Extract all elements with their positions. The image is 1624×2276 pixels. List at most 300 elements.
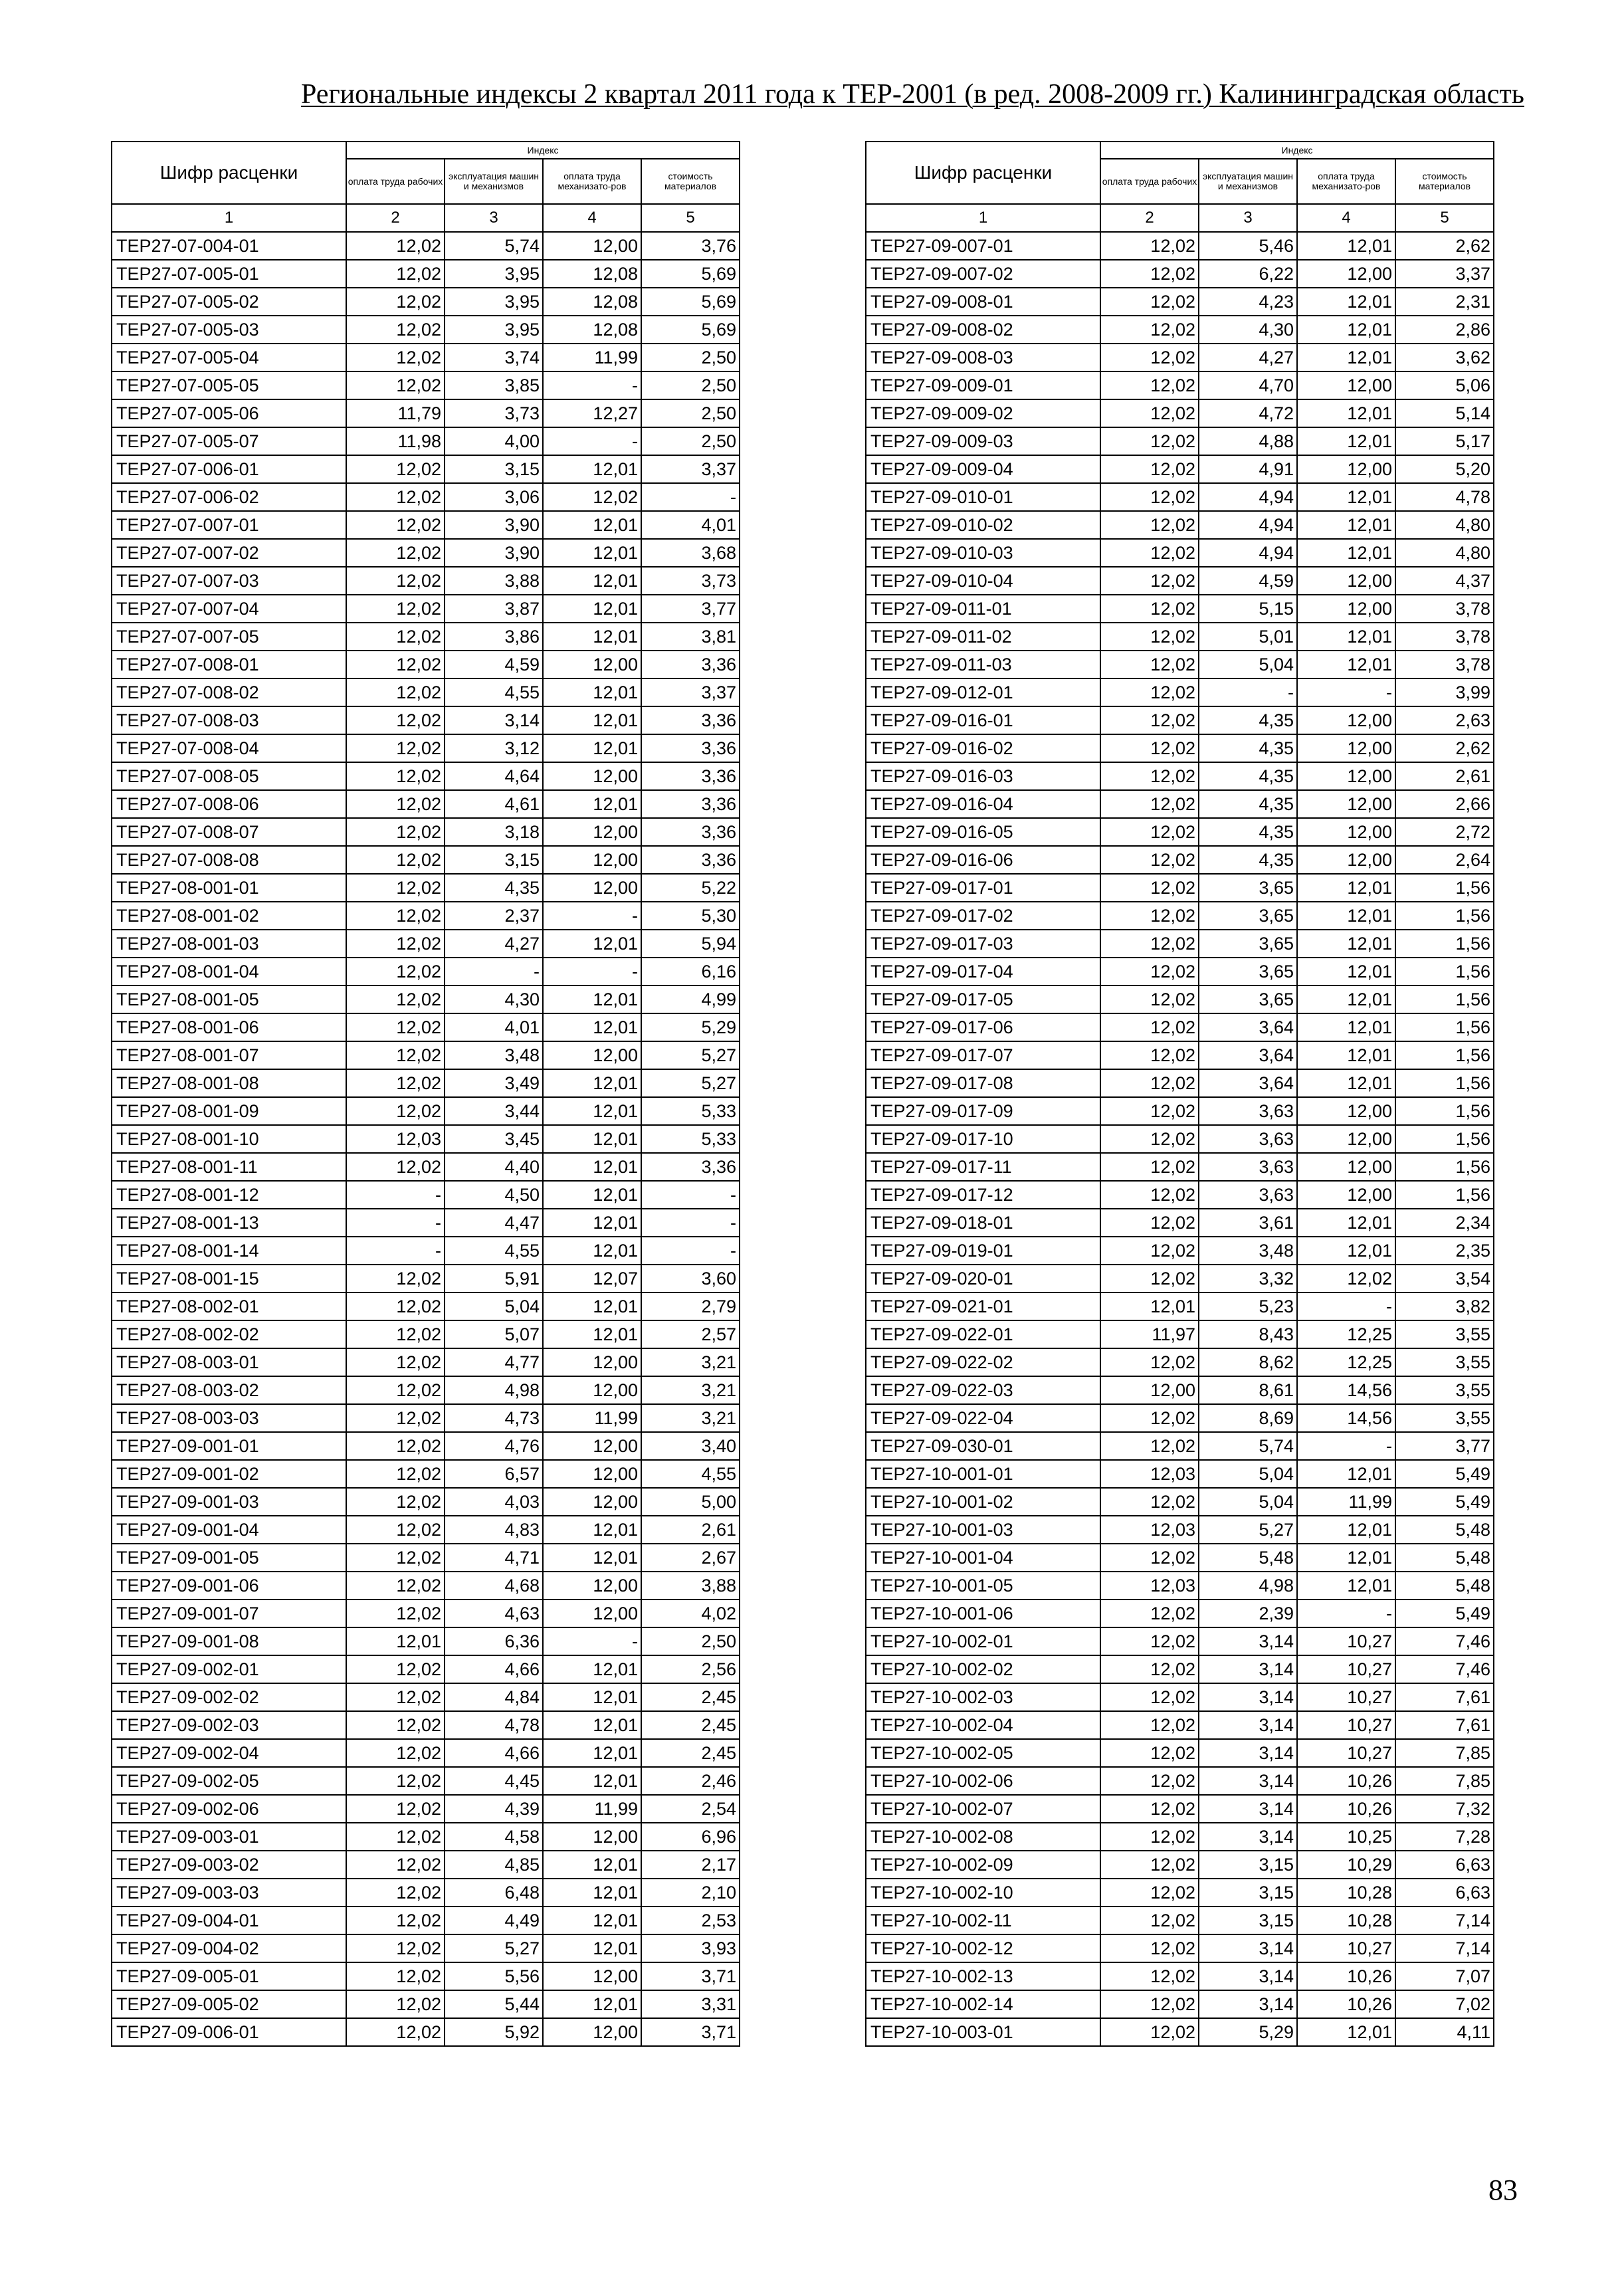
table-row [866,1153,1494,1181]
table-row [866,958,1494,985]
materials-cost-index: 7,02 [1395,1990,1494,2018]
machine-operation-index: 3,45 [445,1125,543,1153]
machine-operation-index: 3,48 [1199,1237,1297,1265]
materials-cost-index: 5,17 [1395,427,1494,455]
table-row [866,678,1494,706]
table-row [866,1544,1494,1572]
machine-operation-index: 3,14 [1199,1823,1297,1851]
rate-code: ТЕР27-08-001-15 [112,1265,346,1293]
rate-code: ТЕР27-09-005-01 [112,1962,346,1990]
rate-code: ТЕР27-10-001-06 [866,1600,1100,1627]
operator-wages-index: 12,01 [543,1237,641,1265]
worker-wages-index: 12,02 [346,260,445,288]
rate-code: ТЕР27-09-003-02 [112,1851,346,1879]
machine-operation-index: 5,46 [1199,232,1297,260]
worker-wages-index: 12,02 [346,567,445,595]
operator-wages-index: 12,01 [1297,1013,1395,1041]
rate-code: ТЕР27-09-001-05 [112,1544,346,1572]
table-row [866,483,1494,511]
worker-wages-index: 12,02 [346,1488,445,1516]
operator-wages-index: 12,01 [1297,1209,1395,1237]
machine-operation-index: 4,35 [1199,706,1297,734]
machine-operation-index: 3,06 [445,483,543,511]
machine-operation-index: 3,74 [445,344,543,371]
machine-operation-index: 8,62 [1199,1348,1297,1376]
table-row [866,1990,1494,2018]
operator-wages-index: 12,00 [1297,455,1395,483]
table-row [112,1990,740,2018]
materials-cost-index: 3,78 [1395,651,1494,678]
table-row [866,1041,1494,1069]
materials-cost-index: 3,60 [641,1265,740,1293]
table-row [112,818,740,846]
worker-wages-index: 12,02 [346,1767,445,1795]
machine-operation-index: 4,01 [445,1013,543,1041]
header-code: Шифр расценки [112,142,346,204]
table-row [866,1516,1494,1544]
rate-code: ТЕР27-10-001-04 [866,1544,1100,1572]
rate-code: ТЕР27-10-002-03 [866,1683,1100,1711]
materials-cost-index: 1,56 [1395,958,1494,985]
operator-wages-index: - [543,902,641,930]
table-row [866,930,1494,958]
worker-wages-index: 12,02 [1100,623,1199,651]
worker-wages-index: 12,02 [1100,846,1199,874]
rate-code: ТЕР27-09-009-02 [866,399,1100,427]
materials-cost-index: 5,69 [641,288,740,316]
table-row [866,706,1494,734]
materials-cost-index: 2,34 [1395,1209,1494,1237]
machine-operation-index: 4,98 [445,1376,543,1404]
rate-code: ТЕР27-10-002-04 [866,1711,1100,1739]
rate-code: ТЕР27-09-022-04 [866,1404,1100,1432]
machine-operation-index: 4,59 [1199,567,1297,595]
materials-cost-index: 3,36 [641,734,740,762]
worker-wages-index: 12,02 [1100,1934,1199,1962]
rate-code: ТЕР27-09-001-04 [112,1516,346,1544]
worker-wages-index: 12,02 [346,1041,445,1069]
operator-wages-index: 12,01 [1297,316,1395,344]
rate-code: ТЕР27-09-001-02 [112,1460,346,1488]
operator-wages-index: 12,01 [543,595,641,623]
machine-operation-index: 3,61 [1199,1209,1297,1237]
rate-code: ТЕР27-09-007-02 [866,260,1100,288]
materials-cost-index: 3,36 [641,706,740,734]
worker-wages-index: 12,02 [1100,1990,1199,2018]
operator-wages-index: 12,00 [543,846,641,874]
table-row [112,399,740,427]
header-code: Шифр расценки [866,142,1100,204]
machine-operation-index: 3,90 [445,511,543,539]
machine-operation-index: 3,64 [1199,1013,1297,1041]
rate-code: ТЕР27-07-005-07 [112,427,346,455]
materials-cost-index: 3,68 [641,539,740,567]
machine-operation-index: 4,73 [445,1404,543,1432]
table-row [112,1153,740,1181]
materials-cost-index: 6,63 [1395,1879,1494,1907]
rate-code: ТЕР27-09-002-06 [112,1795,346,1823]
worker-wages-index: 12,02 [1100,1488,1199,1516]
operator-wages-index: 12,01 [543,1293,641,1320]
machine-operation-index: 3,64 [1199,1041,1297,1069]
header-worker-wages: оплата труда рабочих [346,159,445,204]
operator-wages-index: 10,26 [1297,1990,1395,2018]
table-row [112,1516,740,1544]
rate-code: ТЕР27-08-001-13 [112,1209,346,1237]
materials-cost-index: 7,14 [1395,1907,1494,1934]
materials-cost-index: 3,81 [641,623,740,651]
machine-operation-index: 8,61 [1199,1376,1297,1404]
worker-wages-index: 12,02 [346,678,445,706]
rate-code: ТЕР27-07-008-08 [112,846,346,874]
table-row [866,651,1494,678]
machine-operation-index: 3,85 [445,371,543,399]
operator-wages-index: 12,00 [1297,706,1395,734]
worker-wages-index: 12,02 [1100,1237,1199,1265]
rate-code: ТЕР27-07-005-02 [112,288,346,316]
worker-wages-index: 11,79 [346,399,445,427]
operator-wages-index: 12,01 [543,539,641,567]
materials-cost-index: 5,69 [641,316,740,344]
operator-wages-index: 12,01 [543,1516,641,1544]
operator-wages-index: - [1297,678,1395,706]
materials-cost-index: 1,56 [1395,985,1494,1013]
operator-wages-index: 12,01 [1297,288,1395,316]
operator-wages-index: 10,27 [1297,1711,1395,1739]
rate-code: ТЕР27-09-012-01 [866,678,1100,706]
materials-cost-index: 3,31 [641,1990,740,2018]
operator-wages-index: 11,99 [543,1404,641,1432]
machine-operation-index: 4,35 [1199,762,1297,790]
rate-code: ТЕР27-09-001-07 [112,1600,346,1627]
rate-code: ТЕР27-07-008-07 [112,818,346,846]
table-row [866,1460,1494,1488]
machine-operation-index: 5,48 [1199,1544,1297,1572]
worker-wages-index: 12,02 [1100,1125,1199,1153]
table-row [112,930,740,958]
table-row [112,762,740,790]
machine-operation-index: 4,59 [445,651,543,678]
materials-cost-index: 2,66 [1395,790,1494,818]
header-machine-operation: эксплуатация машин и механизмов [1199,159,1297,204]
machine-operation-index: 4,78 [445,1711,543,1739]
operator-wages-index: 12,00 [543,651,641,678]
table-row [112,846,740,874]
operator-wages-index: 12,01 [1297,1516,1395,1544]
machine-operation-index: 4,30 [445,985,543,1013]
table-row [866,1209,1494,1237]
operator-wages-index: 12,01 [543,1013,641,1041]
materials-cost-index: 5,22 [641,874,740,902]
rate-code: ТЕР27-09-022-01 [866,1320,1100,1348]
table-row [866,316,1494,344]
worker-wages-index: 12,01 [1100,1293,1199,1320]
table-row [866,1572,1494,1600]
machine-operation-index: 5,56 [445,1962,543,1990]
machine-operation-index: 6,22 [1199,260,1297,288]
machine-operation-index: 5,91 [445,1265,543,1293]
machine-operation-index: 3,87 [445,595,543,623]
operator-wages-index: 14,56 [1297,1404,1395,1432]
left-table-body [112,232,740,2046]
table-row [112,1125,740,1153]
rate-code: ТЕР27-10-002-10 [866,1879,1100,1907]
operator-wages-index: 12,01 [543,1711,641,1739]
machine-operation-index: 3,32 [1199,1265,1297,1293]
worker-wages-index: 12,02 [1100,1767,1199,1795]
rate-code: ТЕР27-07-005-05 [112,371,346,399]
operator-wages-index: 12,27 [543,399,641,427]
table-row [112,1600,740,1627]
operator-wages-index: 12,00 [543,2018,641,2046]
rate-code: ТЕР27-10-002-14 [866,1990,1100,2018]
machine-operation-index: 5,92 [445,2018,543,2046]
table-row [866,1432,1494,1460]
materials-cost-index: 2,31 [1395,288,1494,316]
machine-operation-index: 4,35 [1199,734,1297,762]
worker-wages-index: 12,02 [1100,734,1199,762]
worker-wages-index: 12,02 [1100,1544,1199,1572]
table-row [112,1962,740,1990]
machine-operation-index: 4,94 [1199,539,1297,567]
table-row [866,1265,1494,1293]
rate-code: ТЕР27-08-002-01 [112,1293,346,1320]
materials-cost-index: 3,73 [641,567,740,595]
machine-operation-index: 4,35 [1199,846,1297,874]
rate-code: ТЕР27-08-003-01 [112,1348,346,1376]
worker-wages-index: 12,01 [346,1627,445,1655]
header-worker-wages: оплата труда рабочих [1100,159,1199,204]
machine-operation-index: 4,85 [445,1851,543,1879]
machine-operation-index: 4,50 [445,1181,543,1209]
machine-operation-index: 3,44 [445,1097,543,1125]
machine-operation-index: 8,43 [1199,1320,1297,1348]
materials-cost-index: 3,40 [641,1432,740,1460]
rate-code: ТЕР27-07-004-01 [112,232,346,260]
rate-code: ТЕР27-09-010-02 [866,511,1100,539]
worker-wages-index: 12,03 [346,1125,445,1153]
rate-code: ТЕР27-07-005-06 [112,399,346,427]
table-row [112,1739,740,1767]
worker-wages-index: 12,02 [1100,902,1199,930]
table-row [112,344,740,371]
operator-wages-index: 12,01 [543,455,641,483]
materials-cost-index: 2,50 [641,371,740,399]
machine-operation-index: 3,65 [1199,985,1297,1013]
rate-code: ТЕР27-08-003-02 [112,1376,346,1404]
operator-wages-index: - [1297,1293,1395,1320]
rate-code: ТЕР27-09-017-02 [866,902,1100,930]
materials-cost-index: 3,54 [1395,1265,1494,1293]
table-row [112,260,740,288]
machine-operation-index: 4,30 [1199,316,1297,344]
materials-cost-index: 2,67 [641,1544,740,1572]
machine-operation-index: 3,12 [445,734,543,762]
left-index-table [111,141,740,2047]
rate-code: ТЕР27-09-016-05 [866,818,1100,846]
materials-cost-index: 2,17 [641,1851,740,1879]
table-row [112,1265,740,1293]
operator-wages-index: 12,00 [543,1823,641,1851]
machine-operation-index: 4,58 [445,1823,543,1851]
rate-code: ТЕР27-09-010-04 [866,567,1100,595]
table-row [112,1209,740,1237]
materials-cost-index: 2,57 [641,1320,740,1348]
rate-code: ТЕР27-07-008-04 [112,734,346,762]
table-row [866,399,1494,427]
machine-operation-index: - [445,958,543,985]
machine-operation-index: 3,14 [1199,1683,1297,1711]
materials-cost-index: 5,27 [641,1041,740,1069]
materials-cost-index: 5,27 [641,1069,740,1097]
machine-operation-index: 2,39 [1199,1600,1297,1627]
rate-code: ТЕР27-09-004-01 [112,1907,346,1934]
machine-operation-index: 3,95 [445,288,543,316]
operator-wages-index: 12,01 [1297,344,1395,371]
rate-code: ТЕР27-08-001-08 [112,1069,346,1097]
machine-operation-index: 2,37 [445,902,543,930]
machine-operation-index: 3,15 [1199,1879,1297,1907]
materials-cost-index: 2,50 [641,344,740,371]
rate-code: ТЕР27-08-001-02 [112,902,346,930]
worker-wages-index: 12,02 [346,762,445,790]
materials-cost-index: 3,21 [641,1376,740,1404]
operator-wages-index: 10,26 [1297,1962,1395,1990]
rate-code: ТЕР27-09-017-10 [866,1125,1100,1153]
page-number: 83 [1488,2174,1518,2206]
table-row [866,1711,1494,1739]
table-row [112,1879,740,1907]
worker-wages-index: 12,02 [1100,399,1199,427]
worker-wages-index: 12,02 [346,1600,445,1627]
worker-wages-index: 12,02 [346,1711,445,1739]
operator-wages-index: 12,01 [1297,651,1395,678]
machine-operation-index: 5,29 [1199,2018,1297,2046]
worker-wages-index: 12,02 [346,1069,445,1097]
worker-wages-index: 12,02 [346,1376,445,1404]
rate-code: ТЕР27-08-003-03 [112,1404,346,1432]
machine-operation-index: 4,61 [445,790,543,818]
worker-wages-index: 12,02 [346,734,445,762]
column-number: 4 [543,204,641,232]
rate-code: ТЕР27-09-020-01 [866,1265,1100,1293]
machine-operation-index: 3,15 [445,455,543,483]
table-row [866,1962,1494,1990]
operator-wages-index: 12,01 [543,623,641,651]
header-operator-wages: оплата труда механизато-ров [1297,159,1395,204]
materials-cost-index: 7,07 [1395,1962,1494,1990]
worker-wages-index: 12,02 [1100,1404,1199,1432]
worker-wages-index: 12,02 [1100,1432,1199,1460]
machine-operation-index: 4,66 [445,1655,543,1683]
table-row [112,1627,740,1655]
operator-wages-index: 12,01 [543,1097,641,1125]
header-operator-wages: оплата труда механизато-ров [543,159,641,204]
table-row [866,734,1494,762]
materials-cost-index: 2,45 [641,1739,740,1767]
rate-code: ТЕР27-07-005-03 [112,316,346,344]
operator-wages-index: 12,01 [543,1655,641,1683]
operator-wages-index: 10,27 [1297,1683,1395,1711]
worker-wages-index: 12,02 [1100,1348,1199,1376]
rate-code: ТЕР27-10-002-09 [866,1851,1100,1879]
materials-cost-index: 2,61 [641,1516,740,1544]
header-index-group: Индекс [1100,142,1494,159]
operator-wages-index: 12,01 [1297,958,1395,985]
table-row [112,1293,740,1320]
operator-wages-index: 12,01 [543,706,641,734]
materials-cost-index: 2,50 [641,399,740,427]
table-row [112,539,740,567]
operator-wages-index: - [543,1627,641,1655]
worker-wages-index: 12,02 [346,2018,445,2046]
materials-cost-index: 3,55 [1395,1320,1494,1348]
operator-wages-index: 12,02 [1297,1265,1395,1293]
machine-operation-index: 3,95 [445,260,543,288]
operator-wages-index: 12,01 [543,1879,641,1907]
rate-code: ТЕР27-09-002-04 [112,1739,346,1767]
rate-code: ТЕР27-08-001-11 [112,1153,346,1181]
table-row [112,623,740,651]
rate-code: ТЕР27-10-002-02 [866,1655,1100,1683]
worker-wages-index: 12,02 [346,846,445,874]
operator-wages-index: 12,25 [1297,1320,1395,1348]
table-row [112,595,740,623]
materials-cost-index: 2,64 [1395,846,1494,874]
materials-cost-index: 7,61 [1395,1711,1494,1739]
worker-wages-index: 12,02 [346,623,445,651]
rate-code: ТЕР27-08-001-07 [112,1041,346,1069]
operator-wages-index: 12,01 [543,1544,641,1572]
rate-code: ТЕР27-09-017-06 [866,1013,1100,1041]
rate-code: ТЕР27-09-030-01 [866,1432,1100,1460]
operator-wages-index: 12,00 [543,1348,641,1376]
table-row [112,1683,740,1711]
worker-wages-index: 12,02 [1100,344,1199,371]
rate-code: ТЕР27-09-002-02 [112,1683,346,1711]
table-row [866,1683,1494,1711]
operator-wages-index: 12,01 [543,1209,641,1237]
materials-cost-index: 3,76 [641,232,740,260]
machine-operation-index: 3,88 [445,567,543,595]
worker-wages-index: 12,02 [346,483,445,511]
column-number: 1 [866,204,1100,232]
machine-operation-index: 4,55 [445,1237,543,1265]
machine-operation-index: 3,15 [1199,1851,1297,1879]
rate-code: ТЕР27-07-008-05 [112,762,346,790]
rate-code: ТЕР27-09-002-01 [112,1655,346,1683]
table-row [866,1851,1494,1879]
table-row [866,2018,1494,2046]
worker-wages-index: 12,02 [1100,1097,1199,1125]
operator-wages-index: 12,01 [1297,539,1395,567]
table-row [866,902,1494,930]
worker-wages-index: 12,02 [1100,651,1199,678]
worker-wages-index: 12,02 [346,1823,445,1851]
materials-cost-index: 7,28 [1395,1823,1494,1851]
worker-wages-index: 12,02 [1100,1655,1199,1683]
rate-code: ТЕР27-09-017-03 [866,930,1100,958]
worker-wages-index: 12,02 [1100,595,1199,623]
worker-wages-index: 12,02 [1100,1795,1199,1823]
materials-cost-index: 3,36 [641,818,740,846]
table-row [866,595,1494,623]
worker-wages-index: 12,02 [346,371,445,399]
table-row [866,371,1494,399]
machine-operation-index: 5,27 [445,1934,543,1962]
worker-wages-index: 12,02 [1100,706,1199,734]
table-row [112,678,740,706]
